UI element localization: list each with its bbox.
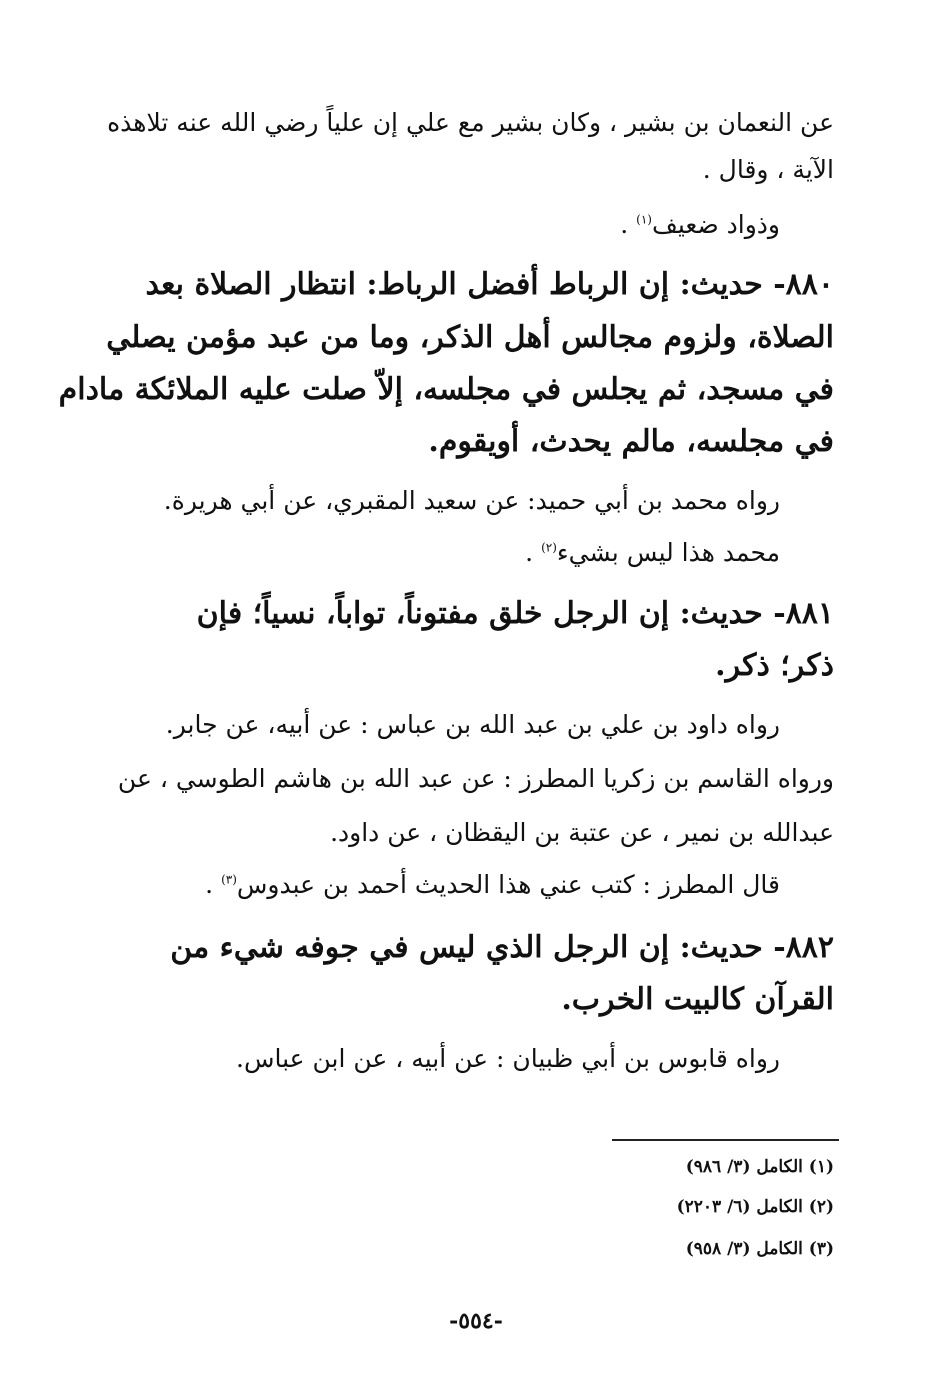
- text-line: عبدالله بن نمير ، عن عتبة بن اليقظان ، عن داود.: [330, 818, 834, 847]
- hadith-heading-line: ٨٨١- حديث: إن الرجل خلق مفتوناً، تواباً، نسياً؛ فإن: [196, 596, 834, 631]
- hadith-heading-line: ٨٨٢- حديث: إن الرجل الذي ليس في جوفه شيء من: [170, 930, 834, 965]
- hadith-heading-line: في مسجد، ثم يجلس في مجلسه، إلاّ صلت عليه الملائكة مادام: [58, 372, 834, 407]
- text-line: رواه محمد بن أبي حميد: عن سعيد المقبري، عن أبي هريرة.: [163, 486, 780, 515]
- hadith-heading-line: الصلاة، ولزوم مجالس أهل الذكر، وما من عبد مؤمن يصلي: [106, 320, 834, 355]
- text-line: وذواد ضعيف$^{(١)}$ .: [620, 210, 780, 239]
- text-line: عن النعمان بن بشير ، وكان بشير مع علي إن علياً رضي الله عنه تلاهذه: [107, 108, 834, 137]
- text-line: رواه قابوس بن أبي ظبيان : عن أبيه ، عن ابن عباس.: [236, 1044, 780, 1073]
- hadith-heading-line: القرآن كالبيت الخرب.: [561, 982, 834, 1017]
- hadith-heading-line: في مجلسه، مالم يحدث، أويقوم.: [428, 424, 834, 459]
- footnote: (٢) الكامل (٦/ ٢٢٠٣): [676, 1197, 834, 1217]
- page-number: -٥٥٤-: [449, 1308, 503, 1334]
- footnote-ref: (٢): [541, 540, 557, 555]
- footnote-divider: [612, 1139, 839, 1141]
- text-line: رواه داود بن علي بن عبد الله بن عباس : عن أبيه، عن جابر.: [165, 710, 780, 739]
- footnote: (٣) الكامل (٣/ ٩٥٨): [685, 1239, 834, 1259]
- hadith-heading-line: ذكر؛ ذكر.: [715, 648, 834, 683]
- hadith-heading-line: ٨٨٠- حديث: إن الرباط أفضل الرباط: انتظار الصلاة بعد: [145, 267, 834, 302]
- text-line: ورواه القاسم بن زكريا المطرز : عن عبد الله بن هاشم الطوسي ، عن: [117, 764, 834, 793]
- footnote-ref: (٣): [221, 872, 237, 887]
- footnote-ref: (١): [636, 212, 652, 227]
- text-line: الآية ، وقال .: [702, 155, 834, 184]
- footnote: (١) الكامل (٣/ ٩٨٦): [685, 1157, 834, 1177]
- text-line: محمد هذا ليس بشيء$^{(٢)}$ .: [525, 538, 780, 567]
- text-line: قال المطرز : كتب عني هذا الحديث أحمد بن عبدوس$^{(٣)}$ .: [205, 870, 780, 899]
